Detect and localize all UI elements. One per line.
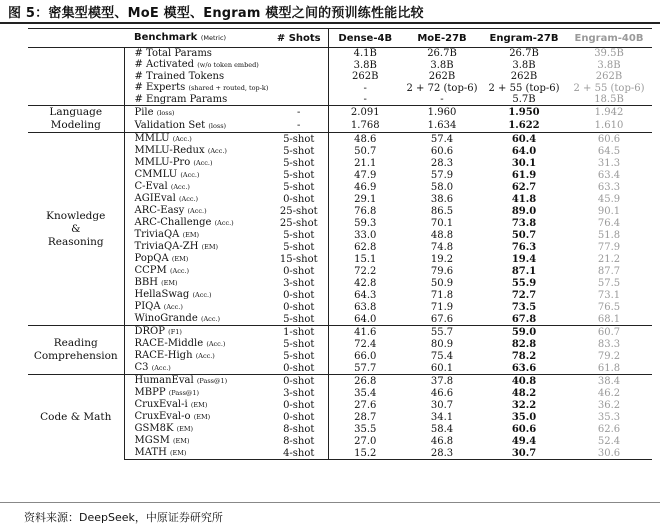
- value-cell-dense: 59.3: [328, 217, 402, 229]
- value-cell-moe: 37.8: [402, 375, 482, 388]
- value-cell-eng27: 41.8: [511, 193, 537, 205]
- benchmark-metric: (EM): [190, 401, 208, 409]
- benchmark-cell: [124, 59, 270, 71]
- value-cell-eng40: 52.4: [597, 435, 621, 447]
- value-cell-dense: 15.2: [328, 447, 402, 460]
- value-cell-eng40: 73.1: [597, 289, 621, 301]
- shots-cell: 25-shot: [279, 205, 318, 217]
- value-cell-eng40: 79.2: [597, 350, 621, 362]
- benchmark-metric: (Acc.): [200, 315, 221, 323]
- header-engram-40b: Engram-40B: [566, 29, 652, 48]
- value-cell-dense: 27.6: [328, 399, 402, 411]
- table-row: [28, 106, 652, 120]
- benchmark-cell: [124, 145, 270, 157]
- value-cell-dense: 72.4: [328, 338, 402, 350]
- benchmark-cell: [124, 193, 270, 205]
- benchmark-metric: (EM): [176, 425, 194, 433]
- value-cell-moe: 28.3: [402, 447, 482, 460]
- benchmark-metric: (loss): [208, 121, 227, 130]
- value-cell-eng40: 51.8: [597, 229, 621, 241]
- benchmark-name: GSM8K: [134, 423, 174, 434]
- shots-cell: [270, 94, 328, 106]
- value-cell-moe: 48.8: [430, 229, 454, 241]
- benchmark-name: Validation Set: [134, 119, 206, 131]
- value-cell-moe: 38.6: [430, 193, 454, 205]
- shots-cell: 8-shot: [283, 423, 315, 435]
- benchmark-metric: (EM): [171, 255, 189, 263]
- value-cell-dense: 4.1B: [328, 48, 402, 60]
- value-cell-eng27: 35.0: [511, 411, 537, 423]
- value-cell-eng27: 48.2: [511, 387, 537, 399]
- benchmark-metric: (EM): [193, 413, 211, 421]
- benchmark-cell: [124, 313, 270, 326]
- value-cell-dense: -: [328, 94, 402, 106]
- category-label: Reading Comprehension: [28, 326, 124, 375]
- header-benchmark-label: Benchmark: [134, 32, 198, 43]
- benchmark-cell: [124, 435, 270, 447]
- value-cell-dense: 28.7: [328, 411, 402, 423]
- value-cell-dense: 26.8: [328, 375, 402, 388]
- benchmark-metric: (Acc.): [172, 135, 192, 143]
- value-cell-eng40: 45.9: [597, 193, 621, 205]
- value-cell-moe: 86.5: [430, 205, 454, 217]
- benchmark-metric: (Pass@1): [168, 389, 200, 397]
- category-label: Knowledge & Reasoning: [28, 133, 124, 326]
- header-metric-label: (Metric): [200, 34, 227, 42]
- value-cell-moe: 2 + 72 (top-6): [406, 82, 478, 94]
- header-moe-27b: MoE-27B: [402, 29, 482, 48]
- benchmark-metric: (Acc.): [180, 171, 200, 179]
- shots-cell: 0-shot: [283, 399, 315, 411]
- value-cell-eng27: 82.8: [511, 338, 537, 350]
- value-cell-dense: 57.7: [328, 362, 402, 375]
- figure-title: 图 5：密集型模型、MoE 模型、Engram 模型之间的预训练性能比较: [8, 6, 424, 21]
- value-cell-moe: 57.4: [402, 133, 482, 146]
- value-cell-eng27: 62.7: [511, 181, 537, 193]
- category-label: [28, 48, 124, 106]
- value-cell-dense: 3.8B: [328, 59, 402, 71]
- benchmark-cell: [124, 362, 270, 375]
- value-cell-eng40: 68.1: [597, 313, 621, 325]
- value-cell-eng40: 76.4: [597, 217, 621, 229]
- benchmark-name: MMLU: [134, 133, 170, 144]
- value-cell-moe: 26.7B: [427, 48, 457, 59]
- value-cell-dense: 42.8: [328, 277, 402, 289]
- value-cell-eng27: 89.0: [511, 205, 537, 217]
- shots-cell: 5-shot: [283, 169, 315, 181]
- value-cell-eng40: 46.2: [597, 387, 621, 399]
- benchmark-cell: [124, 326, 270, 339]
- value-cell-eng27: 5.7B: [512, 94, 536, 105]
- benchmark-cell: [124, 119, 270, 133]
- results-table: [28, 28, 652, 460]
- shots-cell: 0-shot: [270, 375, 328, 388]
- benchmark-name: TriviaQA: [134, 229, 180, 240]
- value-cell-moe: 71.9: [430, 301, 454, 313]
- value-cell-eng40: 30.6: [566, 447, 652, 460]
- shots-cell: 3-shot: [283, 277, 315, 289]
- value-cell-dense: 76.8: [328, 205, 402, 217]
- benchmark-cell: [124, 217, 270, 229]
- benchmark-name: BBH: [134, 277, 158, 288]
- benchmark-metric: (Acc.): [187, 207, 207, 215]
- benchmark-name: ARC-Challenge: [134, 217, 212, 228]
- value-cell-dense: 47.9: [328, 169, 402, 181]
- value-cell-dense: 63.8: [328, 301, 402, 313]
- value-cell-eng40: 1.942: [566, 106, 652, 120]
- value-cell-eng40: 39.5B: [594, 48, 624, 59]
- benchmark-cell: [124, 399, 270, 411]
- shots-cell: 0-shot: [283, 265, 315, 277]
- value-cell-eng40: 21.2: [597, 253, 621, 265]
- value-cell-dense: 1.768: [328, 119, 402, 133]
- value-cell-dense: 27.0: [328, 435, 402, 447]
- value-cell-dense: 33.0: [328, 229, 402, 241]
- benchmark-cell: [124, 253, 270, 265]
- table-row: [28, 326, 652, 339]
- benchmark-name: CMMLU: [134, 169, 178, 180]
- value-cell-eng27: 26.7B: [509, 48, 539, 59]
- value-cell-eng27: 60.4: [482, 133, 566, 146]
- benchmark-name: ARC-Easy: [134, 205, 185, 216]
- value-cell-moe: 60.6: [430, 145, 454, 157]
- benchmark-cell: [124, 82, 270, 94]
- benchmark-name: # Trained Tokens: [134, 71, 225, 82]
- shots-cell: -: [270, 106, 328, 120]
- value-cell-eng40: 35.3: [597, 411, 621, 423]
- value-cell-eng27: 3.8B: [512, 59, 536, 71]
- value-cell-dense: 64.0: [328, 313, 402, 326]
- benchmark-name: # Total Params: [134, 48, 212, 59]
- value-cell-eng40: 57.5: [597, 277, 621, 289]
- benchmark-name: RACE-Middle: [134, 338, 204, 349]
- benchmark-cell: [124, 71, 270, 82]
- benchmark-metric: (Acc.): [178, 195, 199, 203]
- benchmark-cell: [124, 133, 270, 146]
- value-cell-eng40: 3.8B: [597, 59, 621, 71]
- value-cell-eng40: 60.7: [566, 326, 652, 339]
- benchmark-metric: (EM): [161, 279, 178, 287]
- benchmark-cell: [124, 106, 270, 120]
- benchmark-cell: [124, 447, 270, 460]
- benchmark-metric: (w/o token embed): [197, 61, 259, 69]
- value-cell-eng27: 50.7: [511, 229, 537, 241]
- value-cell-eng40: 18.5B: [594, 94, 624, 105]
- value-cell-eng40: 62.6: [597, 423, 621, 435]
- value-cell-eng27: 30.7: [482, 447, 566, 460]
- benchmark-cell: [124, 423, 270, 435]
- shots-cell: 5-shot: [283, 313, 315, 325]
- value-cell-dense: 62.8: [328, 241, 402, 253]
- value-cell-eng27: 73.8: [511, 217, 537, 229]
- value-cell-dense: 48.6: [328, 133, 402, 146]
- value-cell-moe: 50.9: [430, 277, 454, 289]
- value-cell-eng40: 262B: [595, 71, 623, 82]
- value-cell-moe: 55.7: [402, 326, 482, 339]
- value-cell-moe: 67.6: [430, 313, 454, 325]
- benchmark-name: MBPP: [134, 387, 166, 398]
- shots-cell: [270, 59, 328, 71]
- benchmark-metric: (Acc.): [206, 340, 226, 348]
- shots-cell: 5-shot: [283, 229, 315, 241]
- shots-cell: 8-shot: [283, 435, 315, 447]
- value-cell-eng40: 87.7: [597, 265, 621, 277]
- value-cell-dense: 2.091: [328, 106, 402, 120]
- value-cell-eng27: 262B: [510, 71, 538, 82]
- header-benchmark: [124, 29, 270, 48]
- benchmark-metric: (Pass@1): [196, 377, 228, 385]
- benchmark-cell: [124, 387, 270, 399]
- value-cell-moe: 46.8: [430, 435, 454, 447]
- value-cell-eng27: 19.4: [511, 253, 537, 265]
- benchmark-cell: [124, 205, 270, 217]
- value-cell-eng40: 83.3: [597, 338, 621, 350]
- benchmark-name: # Engram Params: [134, 94, 228, 105]
- benchmark-name: MATH: [134, 447, 167, 458]
- benchmark-metric: (Acc.): [151, 364, 171, 372]
- shots-cell: 0-shot: [283, 411, 315, 423]
- benchmark-name: TriviaQA-ZH: [134, 241, 199, 252]
- benchmark-metric: (EM): [173, 437, 190, 445]
- value-cell-eng27: 73.5: [511, 301, 537, 313]
- category-label: Language Modeling: [28, 106, 124, 133]
- table-header-row: [28, 29, 652, 48]
- benchmark-name: Pile: [134, 106, 154, 118]
- benchmark-cell: [124, 338, 270, 350]
- shots-cell: 5-shot: [283, 350, 315, 362]
- benchmark-cell: [124, 94, 270, 106]
- value-cell-dense: -: [328, 82, 402, 94]
- value-cell-moe: 58.0: [430, 181, 454, 193]
- value-cell-moe: 46.6: [430, 387, 454, 399]
- value-cell-dense: 72.2: [328, 265, 402, 277]
- value-cell-eng40: 31.3: [597, 157, 621, 169]
- benchmark-name: MGSM: [134, 435, 170, 446]
- value-cell-eng40: 36.2: [597, 399, 621, 411]
- value-cell-moe: 28.3: [430, 157, 454, 169]
- value-cell-eng27: 78.2: [511, 350, 537, 362]
- shots-cell: 1-shot: [270, 326, 328, 339]
- value-cell-eng40: 64.5: [597, 145, 621, 157]
- shots-cell: 0-shot: [283, 301, 315, 313]
- value-cell-eng27: 30.1: [511, 157, 537, 169]
- benchmark-metric: (Acc.): [169, 267, 190, 275]
- value-cell-eng40: 1.610: [594, 120, 624, 131]
- value-cell-moe: 3.8B: [430, 59, 454, 71]
- value-cell-eng27: 40.8: [482, 375, 566, 388]
- value-cell-eng27: 72.7: [511, 289, 537, 301]
- benchmark-cell: [124, 375, 270, 388]
- value-cell-eng27: 60.6: [511, 423, 537, 435]
- benchmark-metric: (Acc.): [163, 303, 183, 311]
- bottom-rule: [0, 502, 660, 503]
- value-cell-moe: 34.1: [430, 411, 454, 423]
- benchmark-metric: (Acc.): [214, 219, 234, 227]
- value-cell-moe: 60.1: [430, 362, 454, 374]
- value-cell-eng27: 64.0: [511, 145, 537, 157]
- value-cell-dense: 35.4: [328, 387, 402, 399]
- benchmark-name: HellaSwag: [134, 289, 190, 300]
- value-cell-eng27: 32.2: [511, 399, 537, 411]
- value-cell-moe: 71.8: [430, 289, 454, 301]
- benchmark-cell: [124, 169, 270, 181]
- value-cell-moe: 74.8: [430, 241, 454, 253]
- value-cell-eng27: 1.622: [508, 120, 540, 131]
- benchmark-metric: (loss): [156, 108, 175, 117]
- shots-cell: 0-shot: [283, 289, 315, 301]
- value-cell-dense: 15.1: [328, 253, 402, 265]
- value-cell-eng40: 76.5: [597, 301, 621, 313]
- benchmark-cell: [124, 289, 270, 301]
- value-cell-eng27: 87.1: [511, 265, 537, 277]
- value-cell-moe: 79.6: [430, 265, 454, 277]
- value-cell-eng40: 60.6: [566, 133, 652, 146]
- shots-cell: [270, 82, 328, 94]
- value-cell-eng27: 67.8: [511, 313, 537, 325]
- table-row: [28, 133, 652, 146]
- value-cell-moe: 58.4: [430, 423, 454, 435]
- shots-cell: 0-shot: [283, 193, 315, 205]
- value-cell-eng27: 59.0: [482, 326, 566, 339]
- benchmark-metric: (Acc.): [207, 147, 227, 155]
- benchmark-cell: [124, 411, 270, 423]
- shots-cell: [270, 71, 328, 82]
- value-cell-eng27: 2 + 55 (top-6): [488, 82, 560, 94]
- value-cell-eng27: 61.9: [511, 169, 537, 181]
- value-cell-dense: 50.7: [328, 145, 402, 157]
- shots-cell: [270, 48, 328, 60]
- table-row: [28, 375, 652, 388]
- value-cell-eng27: 63.6: [511, 362, 537, 374]
- benchmark-metric: (Acc.): [192, 291, 212, 299]
- benchmark-cell: [124, 48, 270, 60]
- value-cell-moe: -: [440, 94, 444, 105]
- results-table-wrapper: [28, 28, 652, 460]
- value-cell-moe: 1.634: [427, 120, 457, 131]
- value-cell-moe: 262B: [428, 71, 456, 82]
- benchmark-name: WinoGrande: [134, 313, 198, 324]
- benchmark-name: CCPM: [134, 265, 167, 276]
- value-cell-eng40: 63.4: [597, 169, 621, 181]
- benchmark-name: CruxEval-o: [134, 411, 191, 422]
- value-cell-moe: 70.1: [430, 217, 454, 229]
- shots-cell: 5-shot: [270, 133, 328, 146]
- benchmark-metric: (shared + routed, top-k): [188, 84, 269, 92]
- benchmark-name: MMLU-Redux: [134, 145, 205, 156]
- shots-cell: 0-shot: [283, 362, 315, 374]
- benchmark-cell: [124, 181, 270, 193]
- shots-cell: 5-shot: [283, 181, 315, 193]
- benchmark-name: PopQA: [134, 253, 169, 264]
- benchmark-metric: (F1): [168, 328, 182, 336]
- benchmark-name: # Activated: [134, 59, 195, 70]
- benchmark-cell: [124, 301, 270, 313]
- benchmark-name: HumanEval: [134, 375, 194, 386]
- benchmark-cell: [124, 229, 270, 241]
- benchmark-name: # Experts: [134, 82, 186, 93]
- shots-cell: 3-shot: [283, 387, 315, 399]
- value-cell-eng40: 90.1: [597, 205, 621, 217]
- top-rule: [0, 22, 660, 24]
- value-cell-dense: 41.6: [328, 326, 402, 339]
- shots-cell: 4-shot: [270, 447, 328, 460]
- benchmark-metric: (EM): [170, 449, 187, 457]
- value-cell-dense: 21.1: [328, 157, 402, 169]
- benchmark-metric: (Acc.): [193, 159, 213, 167]
- value-cell-moe: 57.9: [430, 169, 454, 181]
- value-cell-eng27: 76.3: [511, 241, 537, 253]
- benchmark-metric: (EM): [182, 231, 200, 239]
- value-cell-moe: 30.7: [430, 399, 454, 411]
- value-cell-moe: 80.9: [430, 338, 454, 350]
- value-cell-eng27: 1.950: [482, 106, 566, 120]
- benchmark-name: MMLU-Pro: [134, 157, 191, 168]
- table-row: [28, 48, 652, 60]
- table-body: [28, 48, 652, 460]
- shots-cell: 25-shot: [279, 217, 318, 229]
- value-cell-eng40: 61.8: [597, 362, 621, 374]
- benchmark-name: C-Eval: [134, 181, 168, 192]
- shots-cell: 5-shot: [283, 241, 315, 253]
- shots-cell: -: [297, 120, 301, 131]
- benchmark-name: CruxEval-i: [134, 399, 188, 410]
- benchmark-metric: (EM): [201, 243, 219, 251]
- value-cell-dense: 46.9: [328, 181, 402, 193]
- shots-cell: 5-shot: [283, 145, 315, 157]
- benchmark-name: C3: [134, 362, 149, 373]
- value-cell-eng27: 49.4: [511, 435, 537, 447]
- benchmark-name: RACE-High: [134, 350, 193, 361]
- value-cell-eng27: 55.9: [511, 277, 537, 289]
- header-shots: # Shots: [270, 29, 328, 48]
- value-cell-eng40: 77.9: [597, 241, 621, 253]
- benchmark-name: DROP: [134, 326, 165, 337]
- value-cell-dense: 35.5: [328, 423, 402, 435]
- benchmark-cell: [124, 157, 270, 169]
- benchmark-cell: [124, 241, 270, 253]
- benchmark-cell: [124, 265, 270, 277]
- value-cell-dense: 66.0: [328, 350, 402, 362]
- header-dense-4b: Dense-4B: [328, 29, 402, 48]
- shots-cell: 5-shot: [283, 338, 315, 350]
- value-cell-moe: 19.2: [430, 253, 454, 265]
- category-label: Code & Math: [28, 375, 124, 460]
- source-note: 资料来源：DeepSeek，中原证券研究所: [24, 511, 223, 524]
- value-cell-eng40: 63.3: [597, 181, 621, 193]
- value-cell-eng40: 38.4: [566, 375, 652, 388]
- benchmark-cell: [124, 350, 270, 362]
- value-cell-dense: 64.3: [328, 289, 402, 301]
- benchmark-metric: (Acc.): [170, 183, 190, 191]
- shots-cell: 5-shot: [283, 157, 315, 169]
- value-cell-moe: 75.4: [430, 350, 454, 362]
- header-engram-27b: Engram-27B: [482, 29, 566, 48]
- benchmark-cell: [124, 277, 270, 289]
- shots-cell: 15-shot: [279, 253, 318, 265]
- value-cell-dense: 29.1: [328, 193, 402, 205]
- benchmark-metric: (Acc.): [195, 352, 215, 360]
- benchmark-name: PIQA: [134, 301, 161, 312]
- value-cell-eng40: 2 + 55 (top-6): [573, 82, 645, 94]
- header-category: [28, 29, 124, 48]
- benchmark-name: AGIEval: [134, 193, 176, 204]
- value-cell-moe: 1.960: [402, 106, 482, 120]
- value-cell-dense: 262B: [328, 71, 402, 82]
